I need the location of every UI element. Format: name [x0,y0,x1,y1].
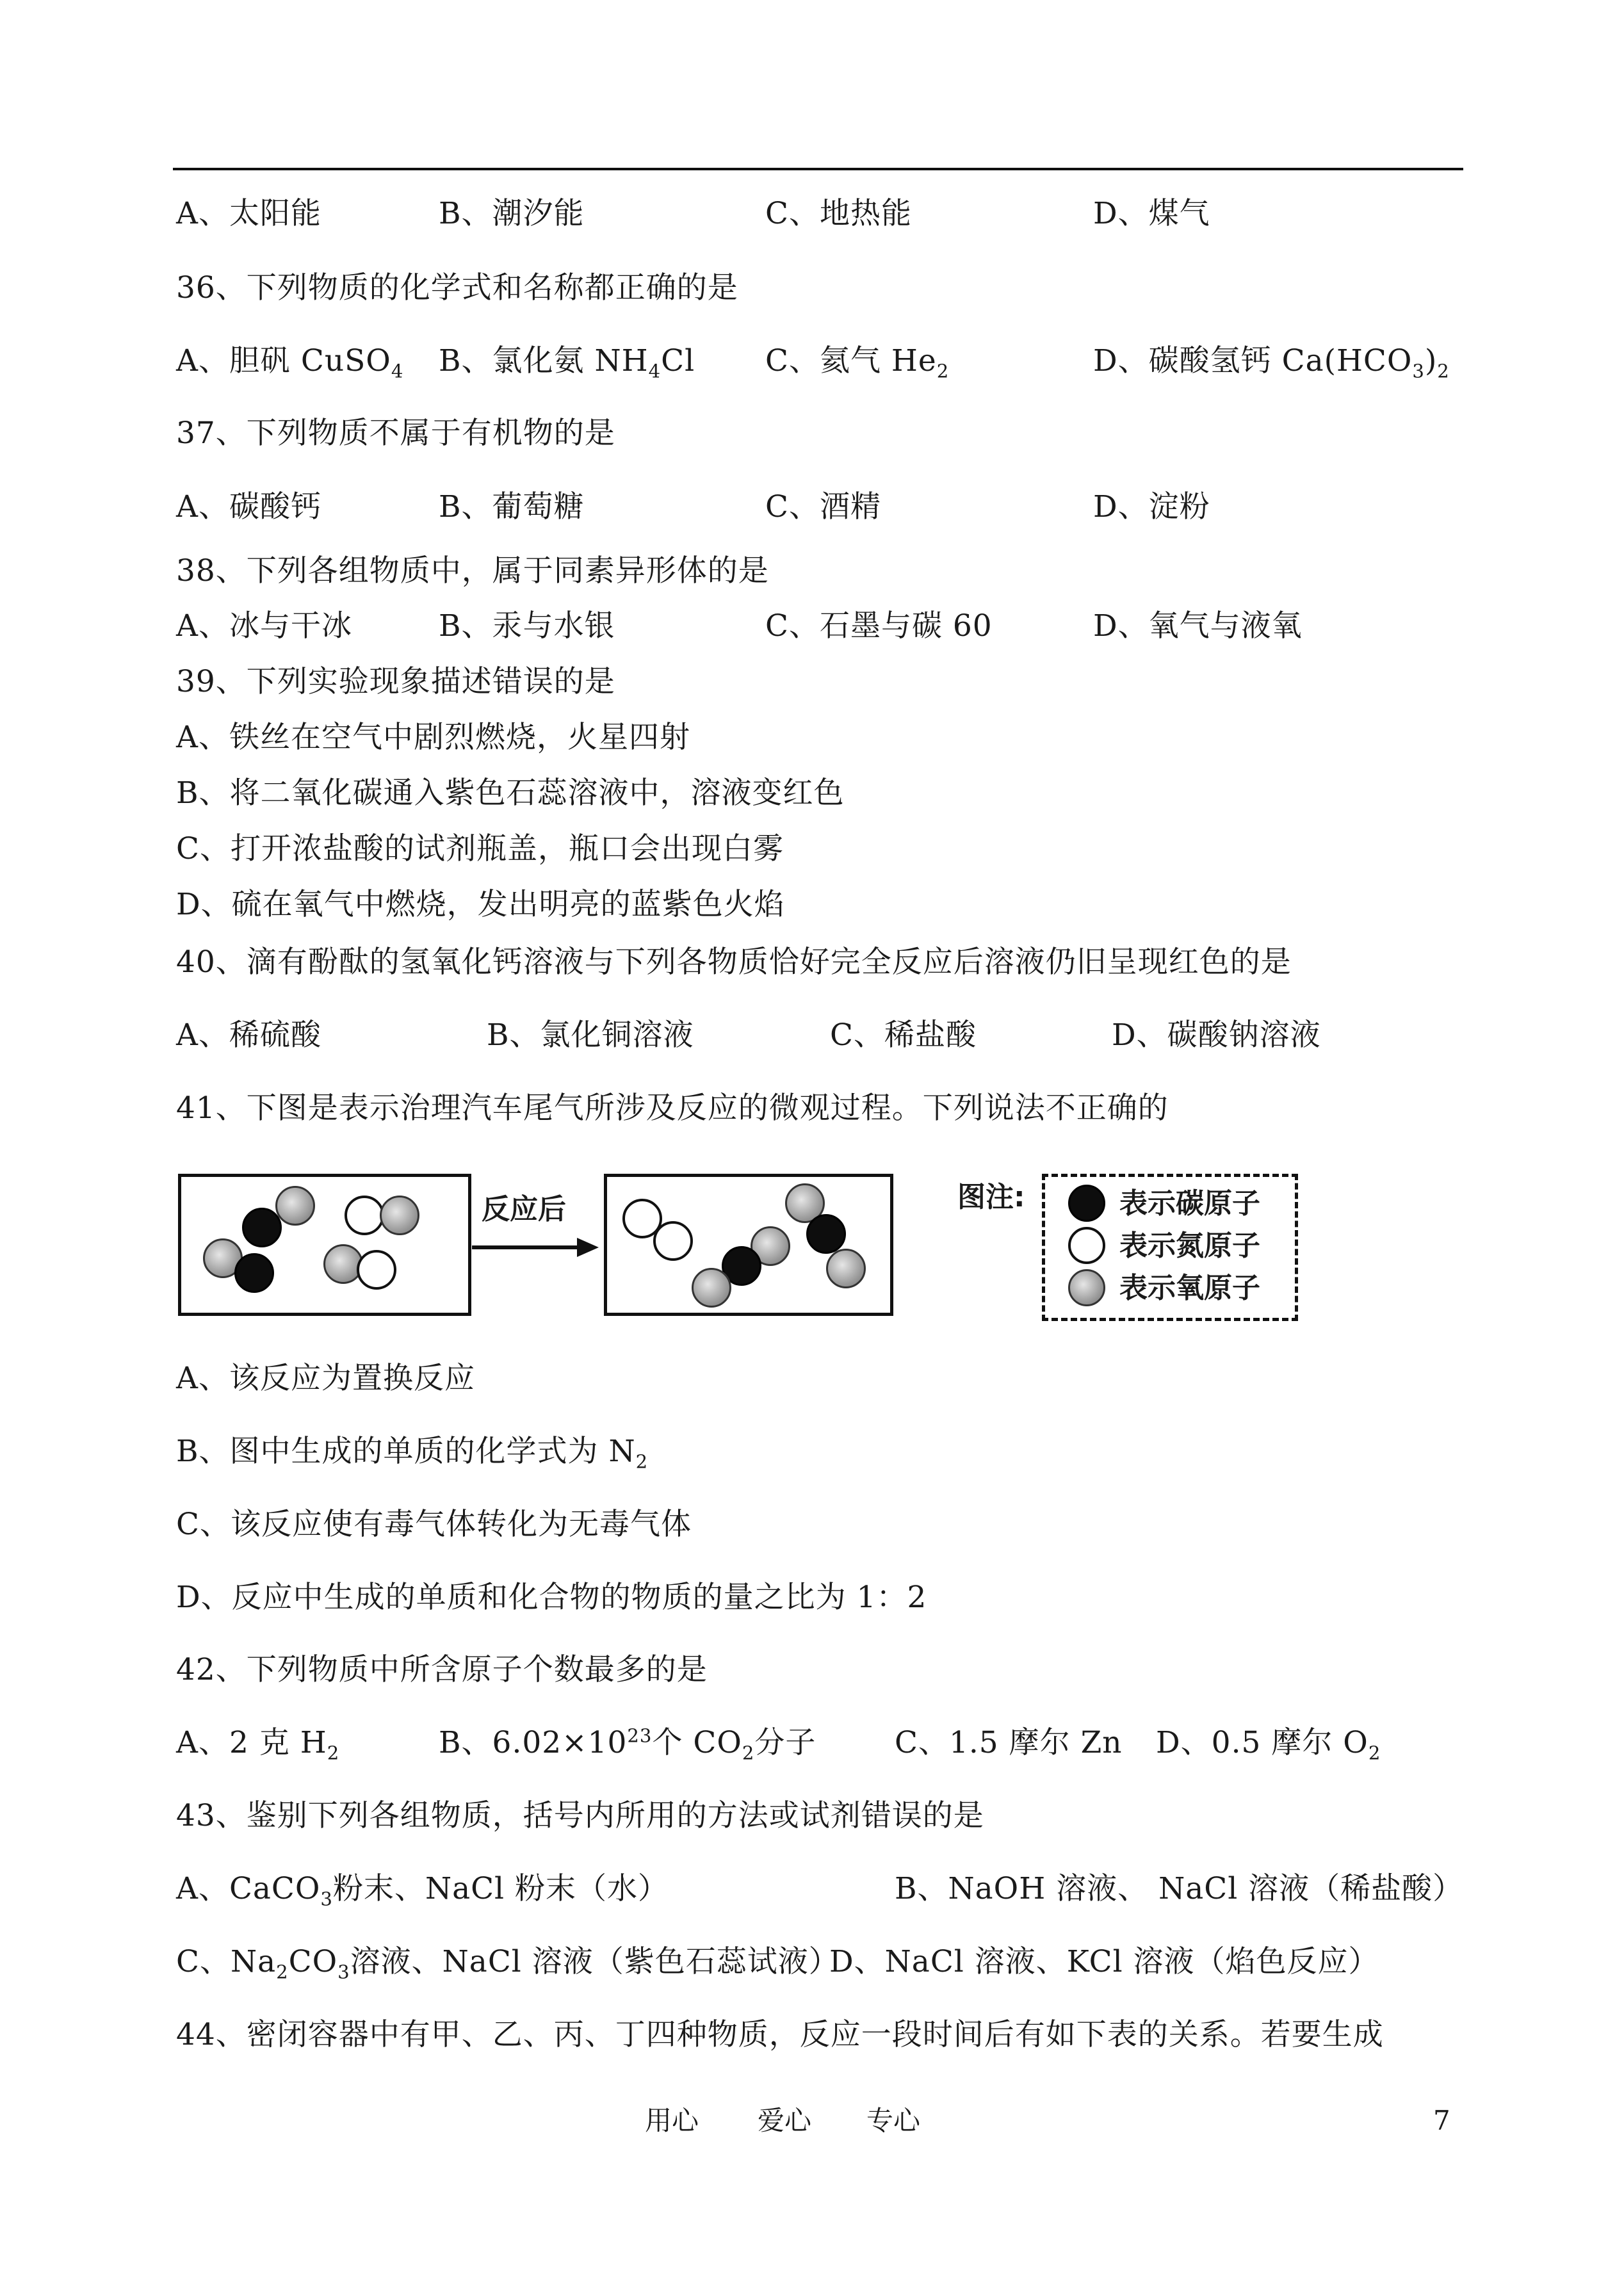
q40-option-a: A、稀硫酸 [176,1018,321,1053]
q41-stem: 41、下图是表示治理汽车尾气所涉及反应的微观过程。下列说法不正确的 [176,1091,1169,1126]
q37-stem: 37、下列物质不属于有机物的是 [176,416,615,451]
q40-option-b: B、氯化铜溶液 [487,1018,694,1053]
legend-carbon-icon [1068,1185,1105,1222]
carbon-atom [242,1208,282,1247]
q41-option-c: C、该反应使有毒气体转化为无毒气体 [176,1507,692,1542]
oxygen-atom [275,1186,315,1226]
footer-motto-3: 专心 [866,2105,921,2136]
q38-option-d: D、氧气与液氧 [1093,608,1303,644]
q43-option-b: B、NaOH 溶液、 NaCl 溶液（稀盐酸） [895,1871,1464,1906]
q39-option-b: B、将二氧化碳通入紫色石蕊溶液中，溶液变红色 [176,775,845,811]
q42-option-c: C、1.5 摩尔 Zn [895,1725,1123,1760]
q40-option-c: C、稀盐酸 [830,1018,977,1053]
arrow-label: 反应后 [482,1193,566,1226]
q37-option-b: B、葡萄糖 [439,489,585,524]
legend-oxygen-icon [1068,1269,1105,1306]
legend-nitrogen-icon [1068,1227,1105,1264]
nitrogen-atom [345,1196,384,1235]
q36-option-b: B、氯化氨 $NH_4Cl$ [439,343,695,382]
q41-option-b: B、图中生成的单质的化学式为 $N_2$ [176,1434,649,1473]
products-box [604,1174,893,1316]
legend-nitrogen-label: 表示氮原子 [1119,1229,1260,1262]
q42-option-d: D、0.5 摩尔 $O_2$ [1156,1725,1381,1764]
q43-option-a: A、CaCO$_3$粉末、NaCl 粉末（水） [176,1871,669,1910]
q36-option-c: C、氦气 $He_2$ [765,343,950,382]
q40-stem: 40、滴有酚酞的氢氧化钙溶液与下列各物质恰好完全反应后溶液仍旧呈现红色的是 [176,945,1292,980]
q36-option-d: D、碳酸氢钙 $Ca(HCO_3)_2$ [1093,343,1450,382]
q35-option-a: A、太阳能 [176,196,321,231]
q38-option-c: C、石墨与碳 60 [765,608,993,644]
legend-title: 图注: [957,1181,1025,1213]
nitrogen-atom [357,1250,396,1290]
carbon-atom [806,1214,846,1254]
q39-option-d: D、硫在氧气中燃烧，发出明亮的蓝紫色火焰 [176,887,785,922]
q43-option-d: D、NaCl 溶液、KCl 溶液（焰色反应） [829,1944,1379,1979]
q40-option-d: D、碳酸钠溶液 [1112,1018,1321,1053]
header-rule [173,168,1463,170]
q42-option-b: B、$6.02\times 10^{23}$个 $CO_2$分子 [439,1724,816,1764]
q37-option-d: D、淀粉 [1093,489,1210,524]
q37-option-a: A、碳酸钙 [176,489,321,524]
page-number: 7 [1433,2105,1450,2136]
carbon-atom [234,1253,274,1293]
q41-option-d: D、反应中生成的单质和化合物的物质的量之比为 1：2 [176,1580,927,1615]
q38-option-b: B、汞与水银 [439,608,615,644]
q38-option-a: A、冰与干冰 [176,608,352,644]
q39-option-a: A、铁丝在空气中剧烈燃烧，火星四射 [176,720,690,755]
q39-option-c: C、打开浓盐酸的试剂瓶盖，瓶口会出现白雾 [176,831,784,866]
q39-stem: 39、下列实验现象描述错误的是 [176,664,615,699]
q35-option-d: D、煤气 [1093,196,1210,231]
q43-stem: 43、鉴别下列各组物质，括号内所用的方法或试剂错误的是 [176,1798,984,1833]
q44-stem: 44、密闭容器中有甲、乙、丙、丁四种物质，反应一段时间后有如下表的关系。若要生成 [176,2017,1384,2052]
q42-option-a: A、2 克 $H_2$ [176,1725,340,1764]
q43-option-c: C、$Na_2CO_3$溶液、NaCl 溶液（紫色石蕊试液） [176,1944,840,1983]
q36-stem: 36、下列物质的化学式和名称都正确的是 [176,270,738,305]
nitrogen-atom [653,1221,693,1261]
oxygen-atom [826,1249,866,1288]
q35-option-b: B、潮汐能 [439,196,585,231]
q41-option-a: A、该反应为置换反应 [176,1361,475,1396]
legend-oxygen-label: 表示氧原子 [1119,1272,1260,1304]
q42-stem: 42、下列物质中所含原子个数最多的是 [176,1652,708,1687]
legend-carbon-label: 表示碳原子 [1119,1187,1260,1220]
reaction-arrow-icon [471,1235,602,1260]
footer-motto-1: 用心 [645,2105,699,2136]
footer-motto-2: 爱心 [758,2105,812,2136]
q36-option-a: A、胆矾 CuSO$_4$ [176,343,404,382]
q38-stem: 38、下列各组物质中，属于同素异形体的是 [176,553,769,588]
q37-option-c: C、酒精 [765,489,881,524]
oxygen-atom [692,1268,731,1308]
q35-option-c: C、地热能 [765,196,912,231]
oxygen-atom [380,1196,419,1235]
